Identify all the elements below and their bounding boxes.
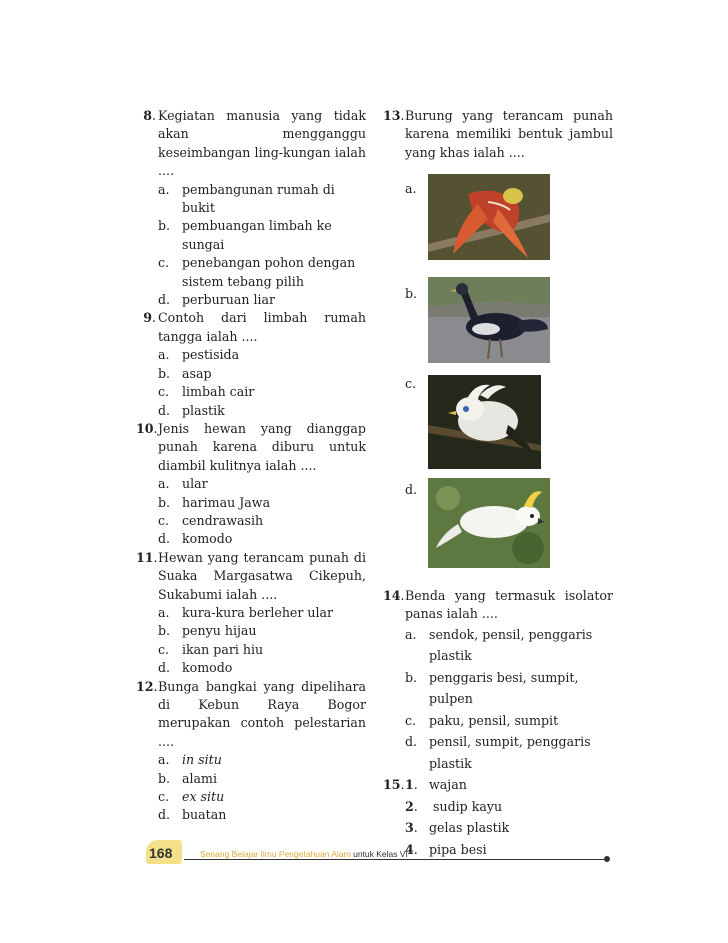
option-letter: d.: [405, 734, 418, 750]
answer-option: [383, 624, 613, 667]
answer-option: [136, 788, 366, 806]
answer-option: [136, 641, 366, 659]
question-number: 12.: [136, 678, 158, 694]
option-text: sendok, pensil, penggaris plastik: [429, 626, 593, 664]
answer-option: [383, 731, 613, 774]
numbered-item: [405, 796, 613, 818]
option-text: ikan pari hiu: [182, 641, 264, 657]
question-12: [136, 678, 366, 752]
option-letter: a.: [405, 181, 417, 196]
answer-option: [136, 659, 366, 677]
question-9: [136, 309, 366, 346]
option-letter: d.: [158, 531, 171, 547]
option-letter: b.: [158, 623, 171, 639]
option-text: perburuan liar: [182, 292, 276, 308]
question-stem: Hewan yang terancam punah di Suaka Margasatwa Cikepuh, Sukabumi ialah ....: [158, 549, 366, 602]
option-text: komodo: [182, 660, 233, 676]
footer-rule: [184, 859, 606, 860]
question-14: [383, 587, 613, 624]
option-letter: c.: [158, 255, 170, 271]
answer-option: [136, 346, 366, 364]
option-text: alami: [182, 770, 218, 786]
option-text: penebangan pohon dengan sistem tebang pilih: [182, 255, 356, 289]
options-list: [405, 774, 613, 860]
option-text: kura-kura berleher ular: [182, 604, 334, 620]
option-letter: a.: [405, 626, 417, 642]
option-letter: d.: [405, 482, 418, 497]
answer-option: [136, 365, 366, 383]
option-letter: b.: [158, 494, 171, 510]
option-letter: a.: [158, 752, 170, 768]
question-stem: Jenis hewan yang dianggap punah karena diburu untuk diambil kulitnya ialah ....: [158, 420, 366, 473]
option-text: harimau Jawa: [182, 494, 271, 510]
question-number: 10.: [136, 420, 158, 436]
item-text: pipa besi: [429, 841, 487, 857]
option-letter: b.: [158, 218, 171, 234]
item-text: sudip kayu: [429, 798, 503, 814]
option-letter: b.: [158, 365, 171, 381]
option-letter: d.: [158, 807, 171, 823]
item-text: gelas plastik: [429, 820, 510, 836]
option-letter: c.: [405, 376, 417, 391]
option-text: penggaris besi, sumpit, pulpen: [429, 669, 579, 707]
option-text: penyu hijau: [182, 623, 257, 639]
question-8: [136, 107, 366, 181]
option-text: asap: [182, 365, 212, 381]
option-letter: b.: [158, 770, 171, 786]
question-number: 9.: [143, 310, 156, 326]
option-letter: d.: [158, 292, 171, 308]
options-list: [383, 624, 613, 775]
option-text: pembuangan limbah ke sungai: [182, 218, 332, 252]
option-letter: b.: [405, 669, 418, 685]
question-11: [136, 549, 366, 604]
option-letter: a.: [158, 181, 170, 197]
answer-option: [136, 494, 366, 512]
left-column: [136, 107, 366, 825]
answer-option: [136, 217, 366, 254]
question-stem: Bunga bangkai yang dipelihara di Kebun Raya Bogor merupakan contoh pelestarian ....: [158, 678, 366, 749]
answer-option: [136, 512, 366, 530]
bird-of-paradise-photo: [428, 174, 550, 260]
option-letter: c.: [405, 712, 417, 728]
item-number-value: 2: [405, 798, 414, 814]
option-text: ular: [182, 476, 208, 492]
option-text: cendrawasih: [182, 512, 264, 528]
answer-option: [383, 710, 613, 732]
option-text: pestisida: [182, 347, 240, 363]
answer-option: [136, 402, 366, 420]
option-letter: c.: [158, 789, 170, 805]
answer-option: [136, 383, 366, 401]
question-number-value: 11: [136, 549, 154, 565]
option-letter: c.: [158, 384, 170, 400]
question-stem: Kegiatan manusia yang tidak akan mengganggu keseimbangan ling-kungan ialah ....: [158, 108, 366, 179]
question-number: 8.: [143, 108, 156, 123]
option-text: pensil, sumpit, penggaris plastik: [429, 734, 591, 771]
option-letter: d.: [158, 660, 171, 676]
item-number-value: 3: [405, 820, 414, 836]
answer-option: [136, 181, 366, 218]
answer-option: [136, 604, 366, 622]
option-text: paku, pensil, sumpit: [429, 712, 559, 728]
footer-rule-dot: [604, 856, 610, 862]
numbered-item: [405, 839, 613, 861]
question-13: [383, 107, 613, 162]
item-number: 1.: [405, 777, 418, 793]
option-text: in situ: [182, 752, 222, 768]
black-pheasant-photo: [428, 277, 550, 363]
answer-option: [383, 667, 613, 710]
answer-option: [136, 475, 366, 493]
question-number-value: 8: [143, 108, 152, 123]
book-title: [200, 849, 408, 859]
item-number: 3.: [405, 820, 418, 836]
answer-option: [136, 751, 366, 769]
numbered-item: [405, 774, 613, 796]
question-number: 14.: [383, 588, 405, 603]
item-text: wajan: [429, 777, 467, 793]
option-letter: a.: [158, 347, 170, 363]
option-text: komodo: [182, 531, 233, 547]
option-letter: b.: [405, 286, 418, 301]
question-number: 15.: [383, 777, 405, 793]
option-text: limbah cair: [182, 384, 255, 400]
numbered-item: [405, 817, 613, 839]
option-text: pembangunan rumah di bukit: [182, 181, 335, 216]
item-number-value: 1: [405, 777, 414, 793]
question-number-value: 10: [136, 420, 154, 436]
answer-option: [136, 770, 366, 788]
item-number: 4.: [405, 841, 418, 857]
item-number-value: 4: [405, 841, 414, 857]
page-number-badge: [146, 840, 182, 862]
answer-option: [136, 291, 366, 309]
page-number: 168: [149, 845, 173, 861]
option-letter: c.: [158, 512, 170, 528]
answer-option: [136, 806, 366, 824]
option-letter: c.: [158, 641, 170, 657]
option-letter: a.: [158, 604, 170, 620]
white-cockatoo-photo: [428, 478, 550, 568]
option-text: buatan: [182, 807, 227, 823]
question-stem: Contoh dari limbah rumah tangga ialah ....: [158, 310, 366, 344]
book-title-suffix: untuk Kelas VI: [350, 849, 408, 859]
question-15: [383, 774, 613, 860]
item-number: 2.: [405, 798, 418, 814]
right-column: [383, 107, 613, 162]
option-text: plastik: [182, 402, 225, 418]
question-number: 13.: [383, 108, 405, 123]
option-letter: d.: [158, 402, 171, 418]
answer-option: [136, 530, 366, 548]
answer-option: [136, 254, 366, 291]
option-letter: a.: [158, 476, 170, 492]
question-stem: Benda yang termasuk isolator panas ialah ....: [405, 588, 613, 622]
white-starling-photo: [428, 375, 541, 469]
question-stem: Burung yang terancam punah karena memiliki bentuk jambul yang khas ialah ....: [405, 108, 613, 160]
option-text: ex situ: [182, 789, 225, 805]
right-lower-column: [383, 587, 613, 860]
question-number-value: 9: [143, 310, 152, 326]
question-number-value: 12: [136, 678, 154, 694]
question-number: 11.: [136, 549, 158, 565]
book-title-main: Senang Belajar Ilmu Pengetahuan Alam: [200, 849, 351, 859]
answer-option: [136, 622, 366, 640]
question-10: [136, 420, 366, 475]
